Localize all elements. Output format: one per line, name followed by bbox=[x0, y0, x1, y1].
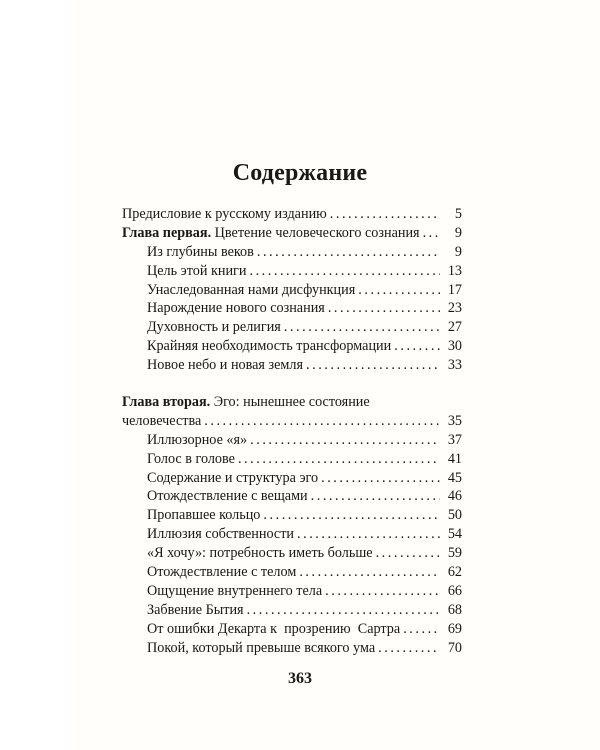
toc-entry-label: Из глубины веков bbox=[147, 243, 254, 260]
page-number: 363 bbox=[288, 670, 312, 687]
toc-entry-page: 35 bbox=[447, 412, 462, 429]
toc-section[interactable] bbox=[122, 469, 462, 488]
toc-entry-page: 33 bbox=[447, 357, 462, 374]
toc-entry-label: «Я хочу»: потребность иметь больше bbox=[147, 545, 373, 562]
toc-entry-page: 69 bbox=[447, 620, 462, 637]
toc-section[interactable] bbox=[122, 356, 462, 375]
toc-entry-label: Ощущение внутреннего тела bbox=[147, 582, 323, 599]
toc-section[interactable] bbox=[122, 281, 462, 300]
toc-chapter-2-continued[interactable] bbox=[122, 412, 462, 431]
toc-section[interactable] bbox=[122, 582, 462, 601]
toc-section[interactable] bbox=[122, 506, 462, 525]
toc-entry-label: Духовность и религия bbox=[147, 319, 281, 336]
dot-leader bbox=[238, 450, 440, 469]
dot-leader bbox=[376, 544, 440, 563]
dot-leader bbox=[284, 318, 440, 337]
toc-entry-page: 41 bbox=[447, 450, 462, 467]
chapter-name: Цветение человеческого сознания bbox=[211, 224, 420, 241]
dot-leader bbox=[249, 262, 440, 281]
toc-section[interactable] bbox=[122, 450, 462, 469]
toc-entry-page: 66 bbox=[447, 582, 462, 599]
dot-leader bbox=[250, 431, 440, 450]
chapter-title bbox=[122, 393, 370, 412]
toc-entry-page: 45 bbox=[447, 469, 462, 486]
chapter-name: Эго: нынешнее состояние bbox=[210, 394, 370, 411]
table-of-contents bbox=[122, 205, 462, 657]
toc-section[interactable] bbox=[122, 262, 462, 281]
chapter-name-line2: человечества bbox=[122, 412, 202, 429]
dot-leader bbox=[403, 620, 440, 639]
dot-leader bbox=[311, 487, 440, 506]
toc-entry-label: Голос в голове bbox=[147, 450, 235, 467]
toc-entry-page: 9 bbox=[454, 243, 462, 260]
toc-entry-label: Крайняя необходимость трансформации bbox=[147, 338, 392, 355]
toc-entry-page: 70 bbox=[447, 639, 462, 656]
toc-section[interactable] bbox=[122, 563, 462, 582]
toc-entry-label: Забвение Бытия bbox=[147, 601, 244, 618]
toc-entry-label: Содержание и структура эго bbox=[147, 469, 319, 486]
toc-section[interactable] bbox=[122, 601, 462, 620]
toc-entry-page: 23 bbox=[447, 300, 462, 317]
toc-entry-preface[interactable] bbox=[122, 205, 462, 224]
toc-entry-label: Иллюзия собственности bbox=[147, 526, 295, 543]
chapter-number: Глава вторая. bbox=[122, 394, 211, 411]
toc-entry-label: Отождествление с вещами bbox=[147, 488, 308, 505]
dot-leader bbox=[297, 525, 440, 544]
dot-leader bbox=[257, 243, 440, 262]
toc-entry-label: Покой, который превыше всякого ума bbox=[147, 639, 376, 656]
toc-entry-page: 27 bbox=[447, 319, 462, 336]
toc-section[interactable] bbox=[122, 337, 462, 356]
toc-section[interactable] bbox=[122, 620, 462, 639]
dot-leader bbox=[299, 563, 440, 582]
dot-leader bbox=[321, 469, 440, 488]
toc-entry-page: 54 bbox=[447, 526, 462, 543]
toc-entry-page: 68 bbox=[447, 601, 462, 618]
dot-leader bbox=[247, 601, 440, 620]
toc-section[interactable] bbox=[122, 243, 462, 262]
toc-entry-page: 9 bbox=[454, 224, 462, 241]
dot-leader bbox=[378, 639, 440, 658]
dot-leader bbox=[330, 205, 440, 224]
toc-entry-page: 17 bbox=[447, 281, 462, 298]
toc-section[interactable] bbox=[122, 639, 462, 658]
dot-leader bbox=[325, 582, 440, 601]
toc-entry-label: Цель этой книги bbox=[147, 262, 247, 279]
toc-chapter-2[interactable] bbox=[122, 393, 462, 412]
toc-entry-label: Пропавшее кольцо bbox=[147, 507, 261, 524]
chapter-gap bbox=[122, 375, 462, 393]
toc-entry-page: 13 bbox=[447, 262, 462, 279]
page-title: Содержание bbox=[232, 160, 368, 186]
toc-entry-label: Нарождение нового сознания bbox=[147, 300, 325, 317]
toc-section[interactable] bbox=[122, 487, 462, 506]
dot-leader bbox=[394, 337, 440, 356]
toc-chapter-1[interactable] bbox=[122, 224, 462, 243]
toc-entry-page: 37 bbox=[447, 431, 462, 448]
toc-section[interactable] bbox=[122, 431, 462, 450]
toc-entry-label: Новое небо и новая земля bbox=[147, 357, 303, 374]
dot-leader bbox=[204, 412, 440, 431]
toc-section[interactable] bbox=[122, 544, 462, 563]
dot-leader bbox=[358, 281, 440, 300]
toc-entry-page: 30 bbox=[447, 338, 462, 355]
chapter-number: Глава первая. bbox=[122, 224, 212, 241]
toc-entry-label: Унаследованная нами дисфункция bbox=[147, 281, 356, 298]
toc-entry-page: 50 bbox=[447, 507, 462, 524]
toc-entry-page: 46 bbox=[447, 488, 462, 505]
dot-leader bbox=[423, 224, 440, 243]
toc-entry-page: 5 bbox=[454, 206, 462, 222]
dot-leader bbox=[328, 299, 440, 318]
toc-entry-label: От ошибки Декарта к прозрению Сартра bbox=[147, 620, 401, 637]
toc-entry-page: 59 bbox=[447, 545, 462, 562]
toc-section[interactable] bbox=[122, 299, 462, 318]
toc-section[interactable] bbox=[122, 525, 462, 544]
toc-entry-label: Иллюзорное «я» bbox=[147, 431, 248, 448]
dot-leader bbox=[306, 356, 440, 375]
toc-entry-label: Предисловие к русскому изданию bbox=[122, 206, 327, 222]
chapter-title bbox=[122, 224, 420, 243]
toc-entry-page: 62 bbox=[447, 564, 462, 581]
toc-entry-label: Отождествление с телом bbox=[147, 564, 297, 581]
dot-leader bbox=[263, 506, 440, 525]
toc-section[interactable] bbox=[122, 318, 462, 337]
